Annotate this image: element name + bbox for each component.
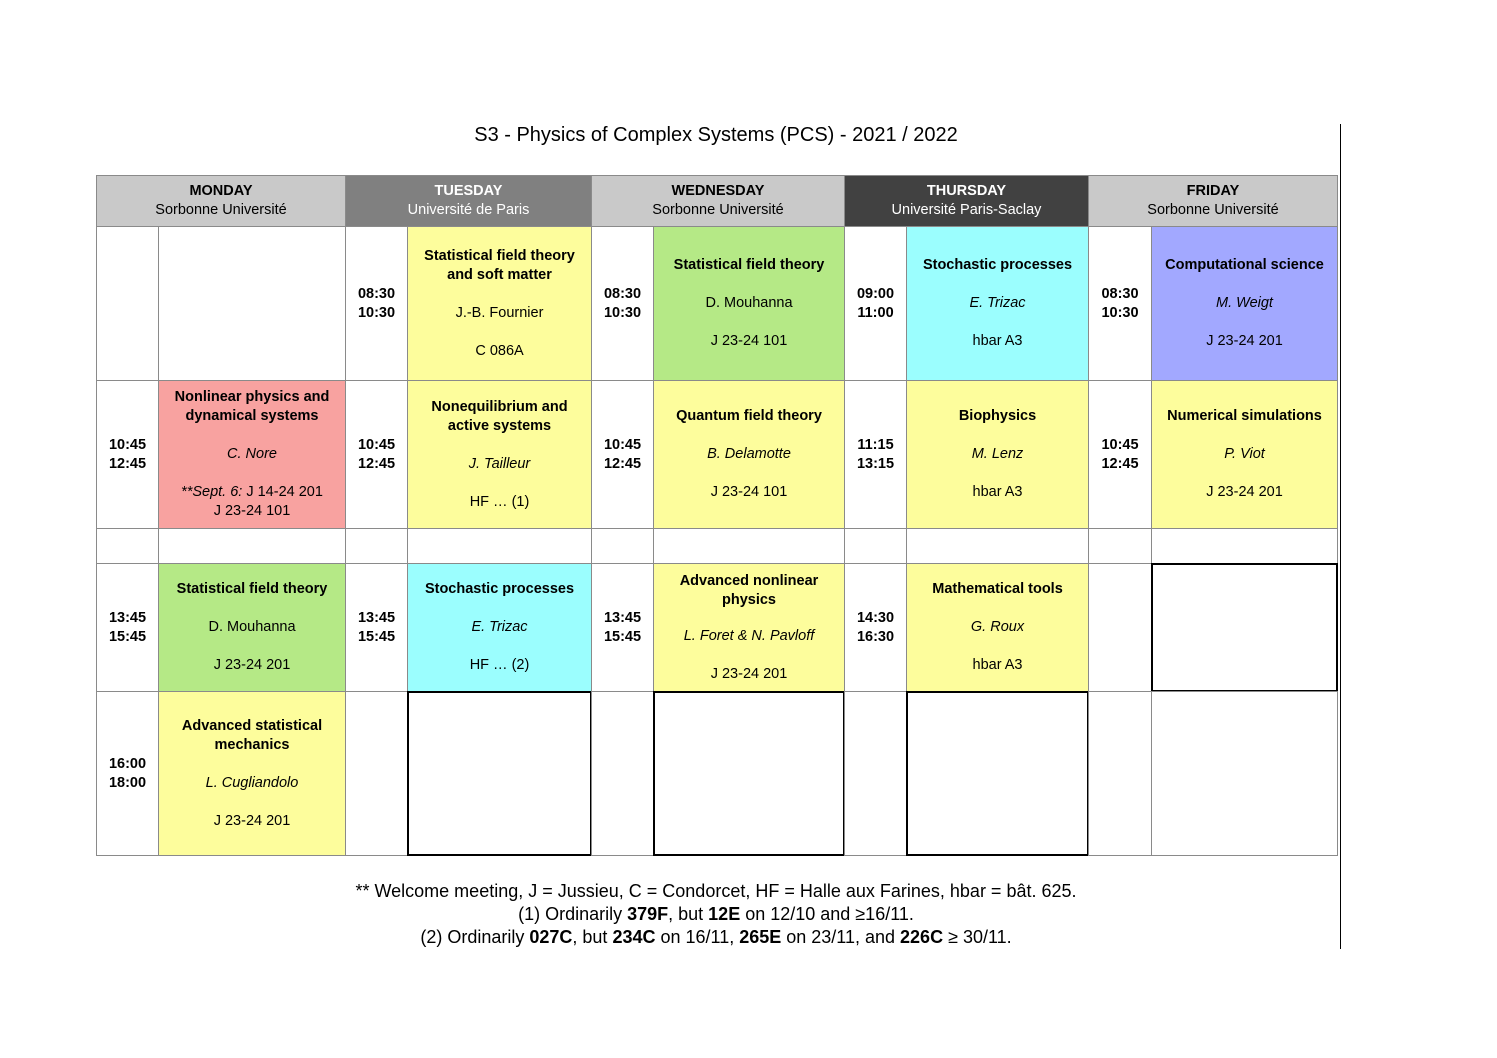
- instructor: C. Nore: [227, 446, 277, 462]
- course-name: Quantum field theory: [676, 408, 822, 424]
- empty-slot: [158, 226, 346, 381]
- room: J 23-24 201: [1206, 333, 1283, 349]
- header-university: Sorbonne Université: [1147, 202, 1279, 218]
- room-note-date: **Sept. 6:: [181, 484, 243, 500]
- footnotes: [0, 880, 1432, 949]
- course-name: Advanced statistical mechanics: [181, 717, 323, 753]
- lunch-spacer: [906, 528, 1089, 564]
- time-start: 10:45: [108, 436, 147, 453]
- time-start: 08:30: [603, 285, 642, 302]
- instructor: M. Weigt: [1216, 295, 1273, 311]
- course-name: Statistical field theory: [176, 581, 328, 597]
- note-text: on 12/10 and ≥16/11.: [740, 904, 914, 924]
- time-start: 13:45: [357, 609, 396, 626]
- course-block: [653, 226, 845, 381]
- instructor: L. Foret & N. Pavloff: [683, 627, 815, 644]
- instructor: E. Trizac: [471, 619, 528, 635]
- room-code: 234C: [612, 927, 656, 947]
- time-cell: [591, 563, 654, 692]
- time-cell: [844, 226, 907, 381]
- course-name: Advanced nonlinear physics: [679, 572, 819, 608]
- room: J 23-24 101: [213, 503, 291, 519]
- course-block: [158, 380, 346, 529]
- time-cell: [345, 691, 408, 856]
- course-name: Mathematical tools: [932, 581, 1063, 597]
- time-end: 13:15: [856, 455, 895, 472]
- time-start: 09:00: [856, 285, 895, 302]
- room: J 23-24 101: [710, 333, 788, 349]
- room-code: 12E: [708, 904, 741, 924]
- instructor: J.-B. Fournier: [455, 304, 544, 321]
- lunch-spacer: [844, 528, 907, 564]
- time-cell: [345, 226, 408, 381]
- course-block: [653, 380, 845, 529]
- time-start: 10:45: [603, 436, 642, 453]
- time-start: 14:30: [856, 609, 895, 626]
- room-note: [181, 483, 323, 502]
- header-university: Université de Paris: [407, 202, 530, 218]
- lunch-spacer: [1151, 528, 1338, 564]
- room: J 23-24 201: [213, 812, 291, 829]
- time-end: 12:45: [603, 455, 642, 472]
- room: J 23-24 201: [1206, 484, 1283, 500]
- header-university: Sorbonne Université: [155, 202, 287, 218]
- time-start: 08:30: [1101, 285, 1139, 302]
- empty-slot: [906, 691, 1089, 856]
- time-end: 15:45: [357, 628, 396, 645]
- time-end: 15:45: [108, 628, 147, 645]
- time-cell: [345, 380, 408, 529]
- header-day: WEDNESDAY: [671, 183, 765, 199]
- instructor: B. Delamotte: [707, 446, 791, 462]
- course-name: Nonlinear physics and dynamical systems: [174, 389, 330, 424]
- time-end: 10:30: [357, 304, 396, 321]
- time-end: 12:45: [1101, 455, 1139, 472]
- course-name: Biophysics: [958, 408, 1037, 424]
- header-university: Sorbonne Université: [652, 202, 784, 218]
- time-start: 11:15: [857, 436, 894, 453]
- time-cell: [345, 563, 408, 692]
- course-name: Stochastic processes: [424, 581, 575, 597]
- time-end: 15:45: [603, 628, 642, 645]
- time-start: 10:45: [1101, 436, 1139, 453]
- course-name: Computational science: [1165, 257, 1324, 273]
- time-end: 10:30: [1101, 304, 1139, 321]
- course-name: Statistical field theory and soft matter: [424, 247, 575, 283]
- instructor: D. Mouhanna: [705, 295, 793, 311]
- header-friday: [1088, 175, 1338, 227]
- time-cell: [1088, 563, 1152, 692]
- course-name: Numerical simulations: [1167, 408, 1322, 424]
- room-code: 226C: [900, 927, 944, 947]
- room-code: 265E: [739, 927, 782, 947]
- room: HF … (1): [469, 493, 530, 510]
- header-day: FRIDAY: [1186, 183, 1240, 199]
- page-title: S3 - Physics of Complex Systems (PCS) - 2021 / 2022: [474, 124, 958, 146]
- course-block: [407, 226, 592, 381]
- course-block: [1151, 226, 1338, 381]
- time-cell: [1088, 691, 1152, 856]
- room: J 23-24 101: [710, 484, 788, 500]
- course-name: Stochastic processes: [922, 257, 1073, 273]
- time-cell: [96, 563, 159, 692]
- course-name: Nonequilibrium and active systems: [431, 398, 568, 434]
- header-thursday: [844, 175, 1089, 227]
- lunch-spacer: [407, 528, 592, 564]
- course-block: [407, 563, 592, 692]
- instructor: E. Trizac: [969, 295, 1026, 311]
- page-edge-line: [1340, 124, 1341, 949]
- course-block: [906, 563, 1089, 692]
- footnote-1: [0, 903, 1432, 926]
- course-block: [158, 691, 346, 856]
- lunch-spacer: [1088, 528, 1152, 564]
- time-start: 10:45: [357, 436, 396, 453]
- room: hbar A3: [972, 657, 1023, 673]
- time-cell: [844, 380, 907, 529]
- time-cell: [591, 691, 654, 856]
- time-cell: [844, 691, 907, 856]
- time-cell: [844, 563, 907, 692]
- time-cell: [1088, 226, 1152, 381]
- header-day: TUESDAY: [434, 183, 503, 199]
- time-start: 16:00: [108, 755, 147, 772]
- lunch-spacer: [653, 528, 845, 564]
- instructor: J. Tailleur: [468, 455, 531, 472]
- room: J 23-24 201: [710, 665, 788, 682]
- room-code: 379F: [627, 904, 669, 924]
- course-block: [906, 380, 1089, 529]
- lunch-spacer: [345, 528, 408, 564]
- note-text: on 23/11, and: [781, 927, 901, 947]
- footnote-2: [0, 926, 1432, 949]
- course-block: [906, 226, 1089, 381]
- instructor: P. Viot: [1224, 446, 1265, 462]
- instructor: M. Lenz: [971, 446, 1024, 462]
- header-monday: [96, 175, 346, 227]
- room-note-room: J 14-24 201: [242, 484, 323, 500]
- course-block: [158, 563, 346, 692]
- course-block: [653, 563, 845, 692]
- room: HF … (2): [469, 657, 530, 673]
- note-text: (2) Ordinarily: [420, 927, 530, 947]
- time-cell: [591, 226, 654, 381]
- room: hbar A3: [972, 484, 1023, 500]
- time-start: 08:30: [357, 285, 396, 302]
- time-cell: [96, 226, 159, 381]
- course-name: Statistical field theory: [673, 257, 825, 273]
- footnote-legend: ** Welcome meeting, J = Jussieu, C = Condorcet, HF = Halle aux Farines, hbar = bât. 625.: [355, 881, 1077, 901]
- instructor: D. Mouhanna: [208, 619, 296, 635]
- room: hbar A3: [972, 333, 1023, 349]
- room: J 23-24 201: [213, 657, 291, 673]
- header-day: THURSDAY: [926, 183, 1007, 199]
- time-end: 11:00: [857, 304, 894, 321]
- header-tuesday: [345, 175, 592, 227]
- empty-slot: [407, 691, 592, 856]
- note-text: , but: [572, 927, 613, 947]
- time-end: 12:45: [357, 455, 396, 472]
- header-wednesday: [591, 175, 845, 227]
- instructor: L. Cugliandolo: [205, 774, 299, 791]
- instructor: G. Roux: [970, 619, 1025, 635]
- empty-slot: [1151, 691, 1338, 856]
- room-code: 027C: [529, 927, 573, 947]
- course-block: [407, 380, 592, 529]
- time-end: 10:30: [603, 304, 642, 321]
- lunch-spacer: [591, 528, 654, 564]
- empty-slot: [1151, 563, 1338, 692]
- note-text: , but: [668, 904, 709, 924]
- time-cell: [96, 691, 159, 856]
- course-block: [1151, 380, 1338, 529]
- header-day: MONDAY: [189, 183, 253, 199]
- note-text: ≥ 30/11.: [943, 927, 1012, 947]
- lunch-spacer: [96, 528, 159, 564]
- time-end: 18:00: [108, 774, 147, 791]
- time-start: 13:45: [603, 609, 642, 626]
- time-cell: [1088, 380, 1152, 529]
- time-cell: [591, 380, 654, 529]
- empty-slot: [653, 691, 845, 856]
- note-text: (1) Ordinarily: [518, 904, 628, 924]
- time-end: 16:30: [856, 628, 895, 645]
- note-text: on 16/11,: [655, 927, 740, 947]
- room: C 086A: [475, 342, 524, 359]
- lunch-spacer: [158, 528, 346, 564]
- time-end: 12:45: [108, 455, 147, 472]
- header-university: Université Paris-Saclay: [891, 202, 1042, 218]
- time-cell: [96, 380, 159, 529]
- time-start: 13:45: [108, 609, 147, 626]
